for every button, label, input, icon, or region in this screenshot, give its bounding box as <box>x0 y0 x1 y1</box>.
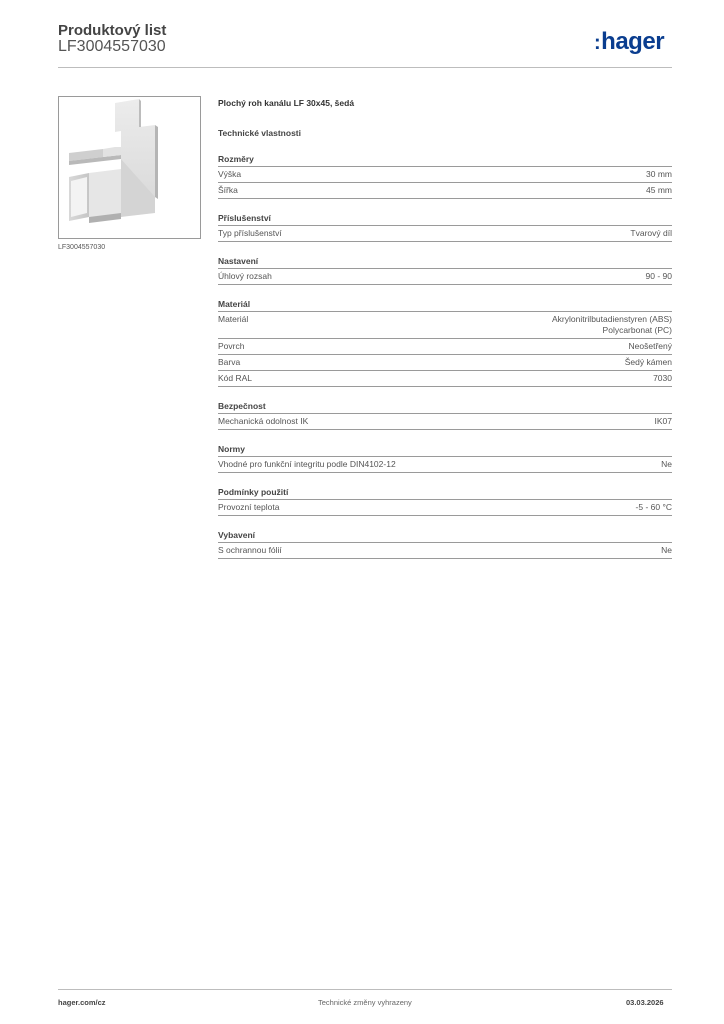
spec-value: Neošetřený <box>628 341 672 351</box>
spec-label: Kód RAL <box>218 373 253 383</box>
section-title: Vybavení <box>218 530 672 543</box>
footer-note: Technické změny vyhrazeny <box>318 998 412 1007</box>
spec-value: 45 mm <box>646 185 672 195</box>
flat-corner-illustration <box>59 97 200 238</box>
section-title: Normy <box>218 444 672 457</box>
spec-row <box>218 500 672 516</box>
spec-label: Provozní teplota <box>218 502 280 512</box>
spec-value: -5 - 60 °C <box>635 502 672 512</box>
header-divider <box>58 67 672 68</box>
page-title: Produktový list <box>58 22 167 39</box>
spec-value: Ne <box>661 545 672 555</box>
spec-section <box>218 401 672 430</box>
spec-label: Vhodné pro funkční integritu podle DIN4102-12 <box>218 459 396 469</box>
spec-row <box>218 269 672 285</box>
spec-section <box>218 530 672 559</box>
section-title: Příslušenství <box>218 213 672 226</box>
section-title: Materiál <box>218 299 672 312</box>
spec-value: Ne <box>661 459 672 469</box>
footer-date: 03.03.2026 <box>626 998 664 1007</box>
spec-label: Barva <box>218 357 241 367</box>
spec-row <box>218 355 672 371</box>
spec-row <box>218 543 672 559</box>
spec-section <box>218 299 672 387</box>
spec-label: Typ příslušenství <box>218 228 282 238</box>
section-title: Rozměry <box>218 154 672 167</box>
spec-section <box>218 213 672 242</box>
spec-value: 90 - 90 <box>645 271 672 281</box>
spec-section <box>218 487 672 516</box>
product-code: LF3004557030 <box>58 38 166 55</box>
product-name: Plochý roh kanálu LF 30x45, šedá <box>218 98 355 108</box>
spec-row <box>218 371 672 387</box>
spec-value: Akrylonitrilbutadienstyren (ABS) Polycarbonat (PC) <box>552 314 672 335</box>
spec-label: Výška <box>218 169 242 179</box>
spec-row <box>218 414 672 430</box>
spec-row <box>218 312 672 339</box>
product-image <box>58 96 201 239</box>
spec-row <box>218 339 672 355</box>
hager-logo[interactable] <box>594 28 664 56</box>
spec-value: IK07 <box>654 416 672 426</box>
spec-label: Povrch <box>218 341 245 351</box>
spec-section <box>218 444 672 473</box>
section-title: Bezpečnost <box>218 401 672 414</box>
spec-section <box>218 256 672 285</box>
footer-divider <box>58 989 672 990</box>
spec-content <box>218 98 672 559</box>
spec-label: Šířka <box>218 185 238 195</box>
tech-heading: Technické vlastnosti <box>218 128 301 138</box>
spec-label: S ochrannou fólií <box>218 545 282 555</box>
footer-website-link[interactable]: hager.com/cz <box>58 998 106 1007</box>
spec-row <box>218 183 672 199</box>
spec-value: Tvarový díl <box>630 228 672 238</box>
spec-sections <box>218 154 672 559</box>
section-title: Nastavení <box>218 256 672 269</box>
spec-row <box>218 226 672 242</box>
spec-value: Šedý kámen <box>624 357 672 367</box>
spec-label: Mechanická odolnost IK <box>218 416 309 426</box>
logo-dots-icon: : <box>594 32 601 54</box>
spec-section <box>218 154 672 199</box>
spec-value: 7030 <box>653 373 672 383</box>
spec-label: Materiál <box>218 314 249 324</box>
spec-row <box>218 167 672 183</box>
spec-value: 30 mm <box>646 169 672 179</box>
logo-text: hager <box>601 28 665 55</box>
section-title: Podmínky použití <box>218 487 672 500</box>
spec-row <box>218 457 672 473</box>
spec-label: Úhlový rozsah <box>218 271 272 281</box>
image-caption: LF3004557030 <box>58 244 106 251</box>
